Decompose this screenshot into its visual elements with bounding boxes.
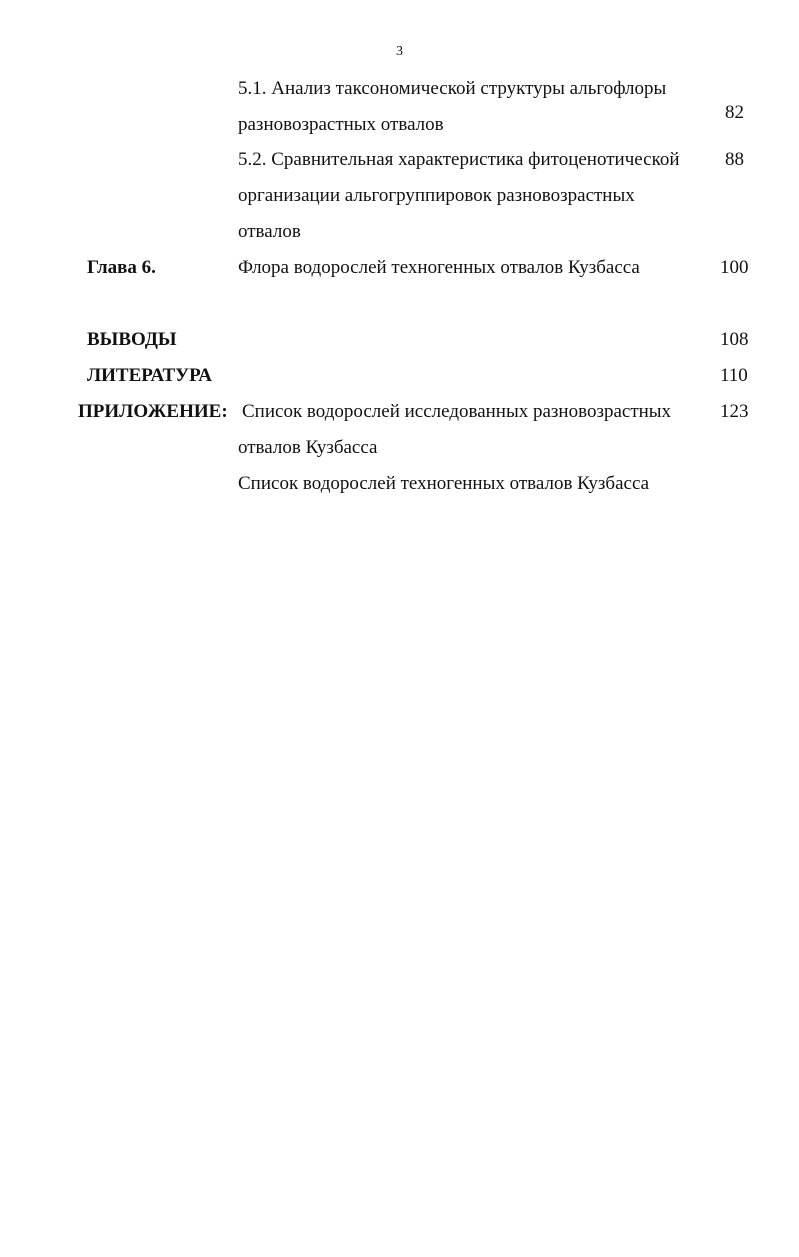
toc-appendix-label: ПРИЛОЖЕНИЕ:	[78, 401, 228, 422]
toc-chapter-6-label: Глава 6.	[87, 257, 156, 278]
page-number: 3	[396, 44, 403, 59]
toc-5-2-line3: отвалов	[238, 221, 301, 242]
toc-literature-label: ЛИТЕРАТУРА	[87, 365, 213, 386]
toc-5-1-line2: разновозрастных отвалов	[238, 114, 444, 135]
toc-appendix-item2: Список водорослей техногенных отвалов Кузбасса	[238, 473, 650, 494]
toc-conclusions-page: 108	[720, 329, 749, 350]
toc-conclusions-label: ВЫВОДЫ	[87, 329, 177, 350]
toc-5-2-line2: организации альгогруппировок разновозрастных	[238, 185, 635, 206]
toc-5-2-page: 88	[725, 149, 744, 170]
toc-chapter-6-title: Флора водорослей техногенных отвалов Кузбасса	[238, 257, 640, 278]
toc-5-1-page: 82	[725, 102, 744, 123]
toc-chapter-6-page: 100	[720, 257, 749, 278]
toc-appendix-page: 123	[720, 401, 749, 422]
toc-appendix-item1-line1: Список водорослей исследованных разновозрастных	[242, 401, 672, 422]
toc-literature-page: 110	[720, 365, 748, 386]
toc-5-2-line1: 5.2. Сравнительная характеристика фитоценотической	[238, 149, 680, 170]
toc-appendix-item1-line2: отвалов Кузбасса	[238, 437, 378, 458]
toc-5-1-line1: 5.1. Анализ таксономической структуры альгофлоры	[238, 78, 667, 99]
